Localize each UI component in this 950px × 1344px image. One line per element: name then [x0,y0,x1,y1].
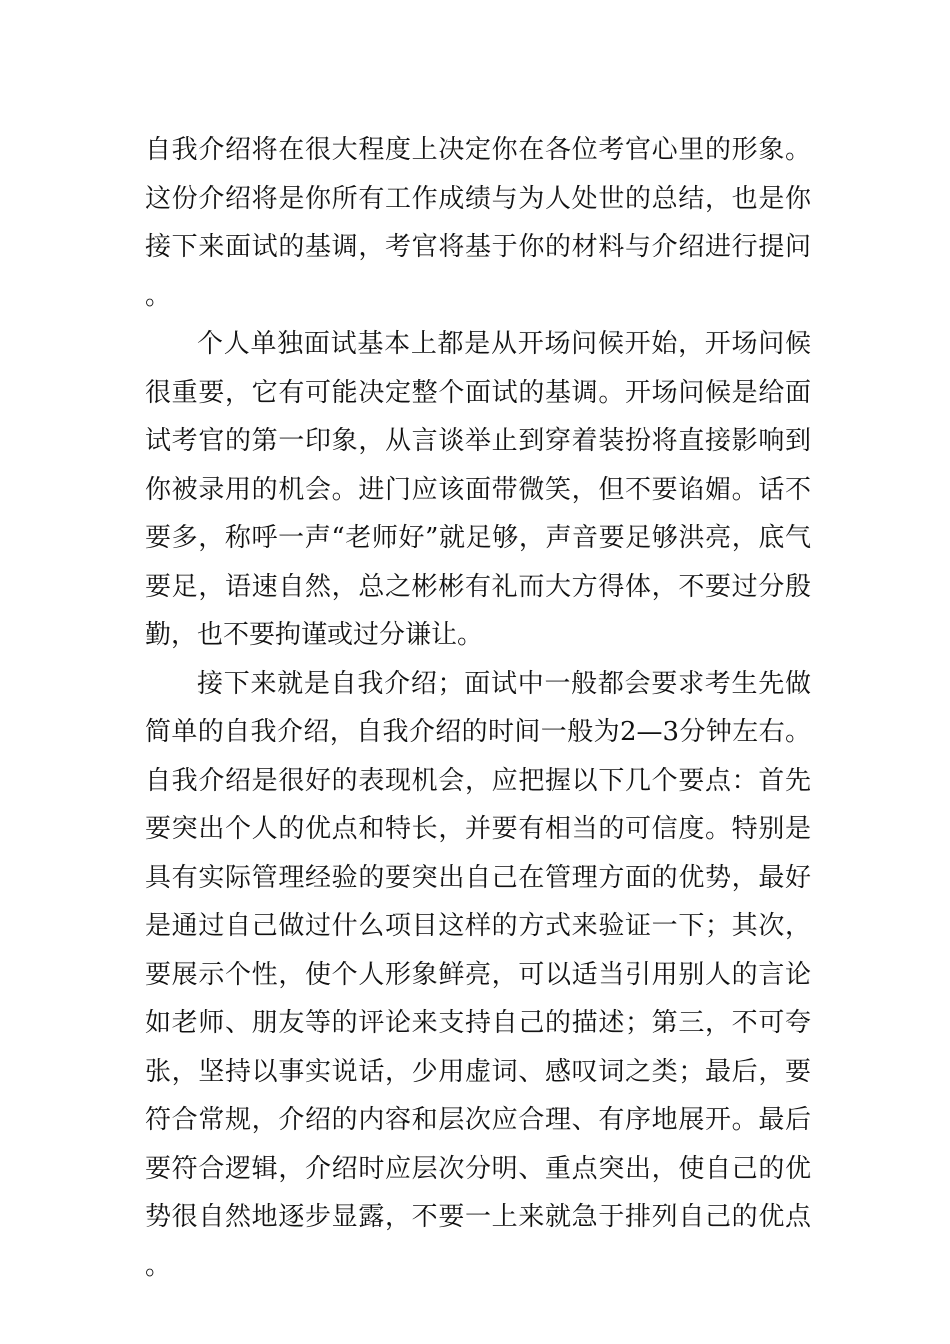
paragraph-opening-greeting: 个人单独面试基本上都是从开场问候开始，开场问候很重要，它有可能决定整个面试的基调。开场问候是给面试考官的第一印象，从言谈举止到穿着装扮将直接影响到你被录用的机会。进门应该面带微笑，但不要谄媚。话不要多，称呼一声“老师好”就足够，声音要足够洪亮，底气要足，语速自然，总之彬彬有礼而大方得体，不要过分殷勤，也不要拘谨或过分谦让。 [145,329,811,650]
document-body [145,126,811,1290]
paragraph-continuation: 自我介绍将在很大程度上决定你在各位考官心里的形象。这份介绍将是你所有工作成绩与为人处世的总结，也是你接下来面试的基调，考官将基于你的材料与介绍进行提问。 [145,135,811,311]
paragraph-self-introduction: 接下来就是自我介绍；面试中一般都会要求考生先做简单的自我介绍，自我介绍的时间一般为2—3分钟左右。自我介绍是很好的表现机会，应把握以下几个要点：首先要突出个人的优点和特长，并要有相当的可信度。特别是具有实际管理经验的要突出自己在管理方面的优势，最好是通过自己做过什么项目这样的方式来验证一下；其次，要展示个性，使个人形象鲜亮，可以适当引用别人的言论如老师、朋友等的评论来支持自己的描述；第三，不可夸张，坚持以事实说话，少用虚词、感叹词之类；最后，要符合常规，介绍的内容和层次应合理、有序地展开。最后要符合逻辑，介绍时应层次分明、重点突出，使自己的优势很自然地逐步显露，不要一上来就急于排列自己的优点。 [145,668,811,1281]
